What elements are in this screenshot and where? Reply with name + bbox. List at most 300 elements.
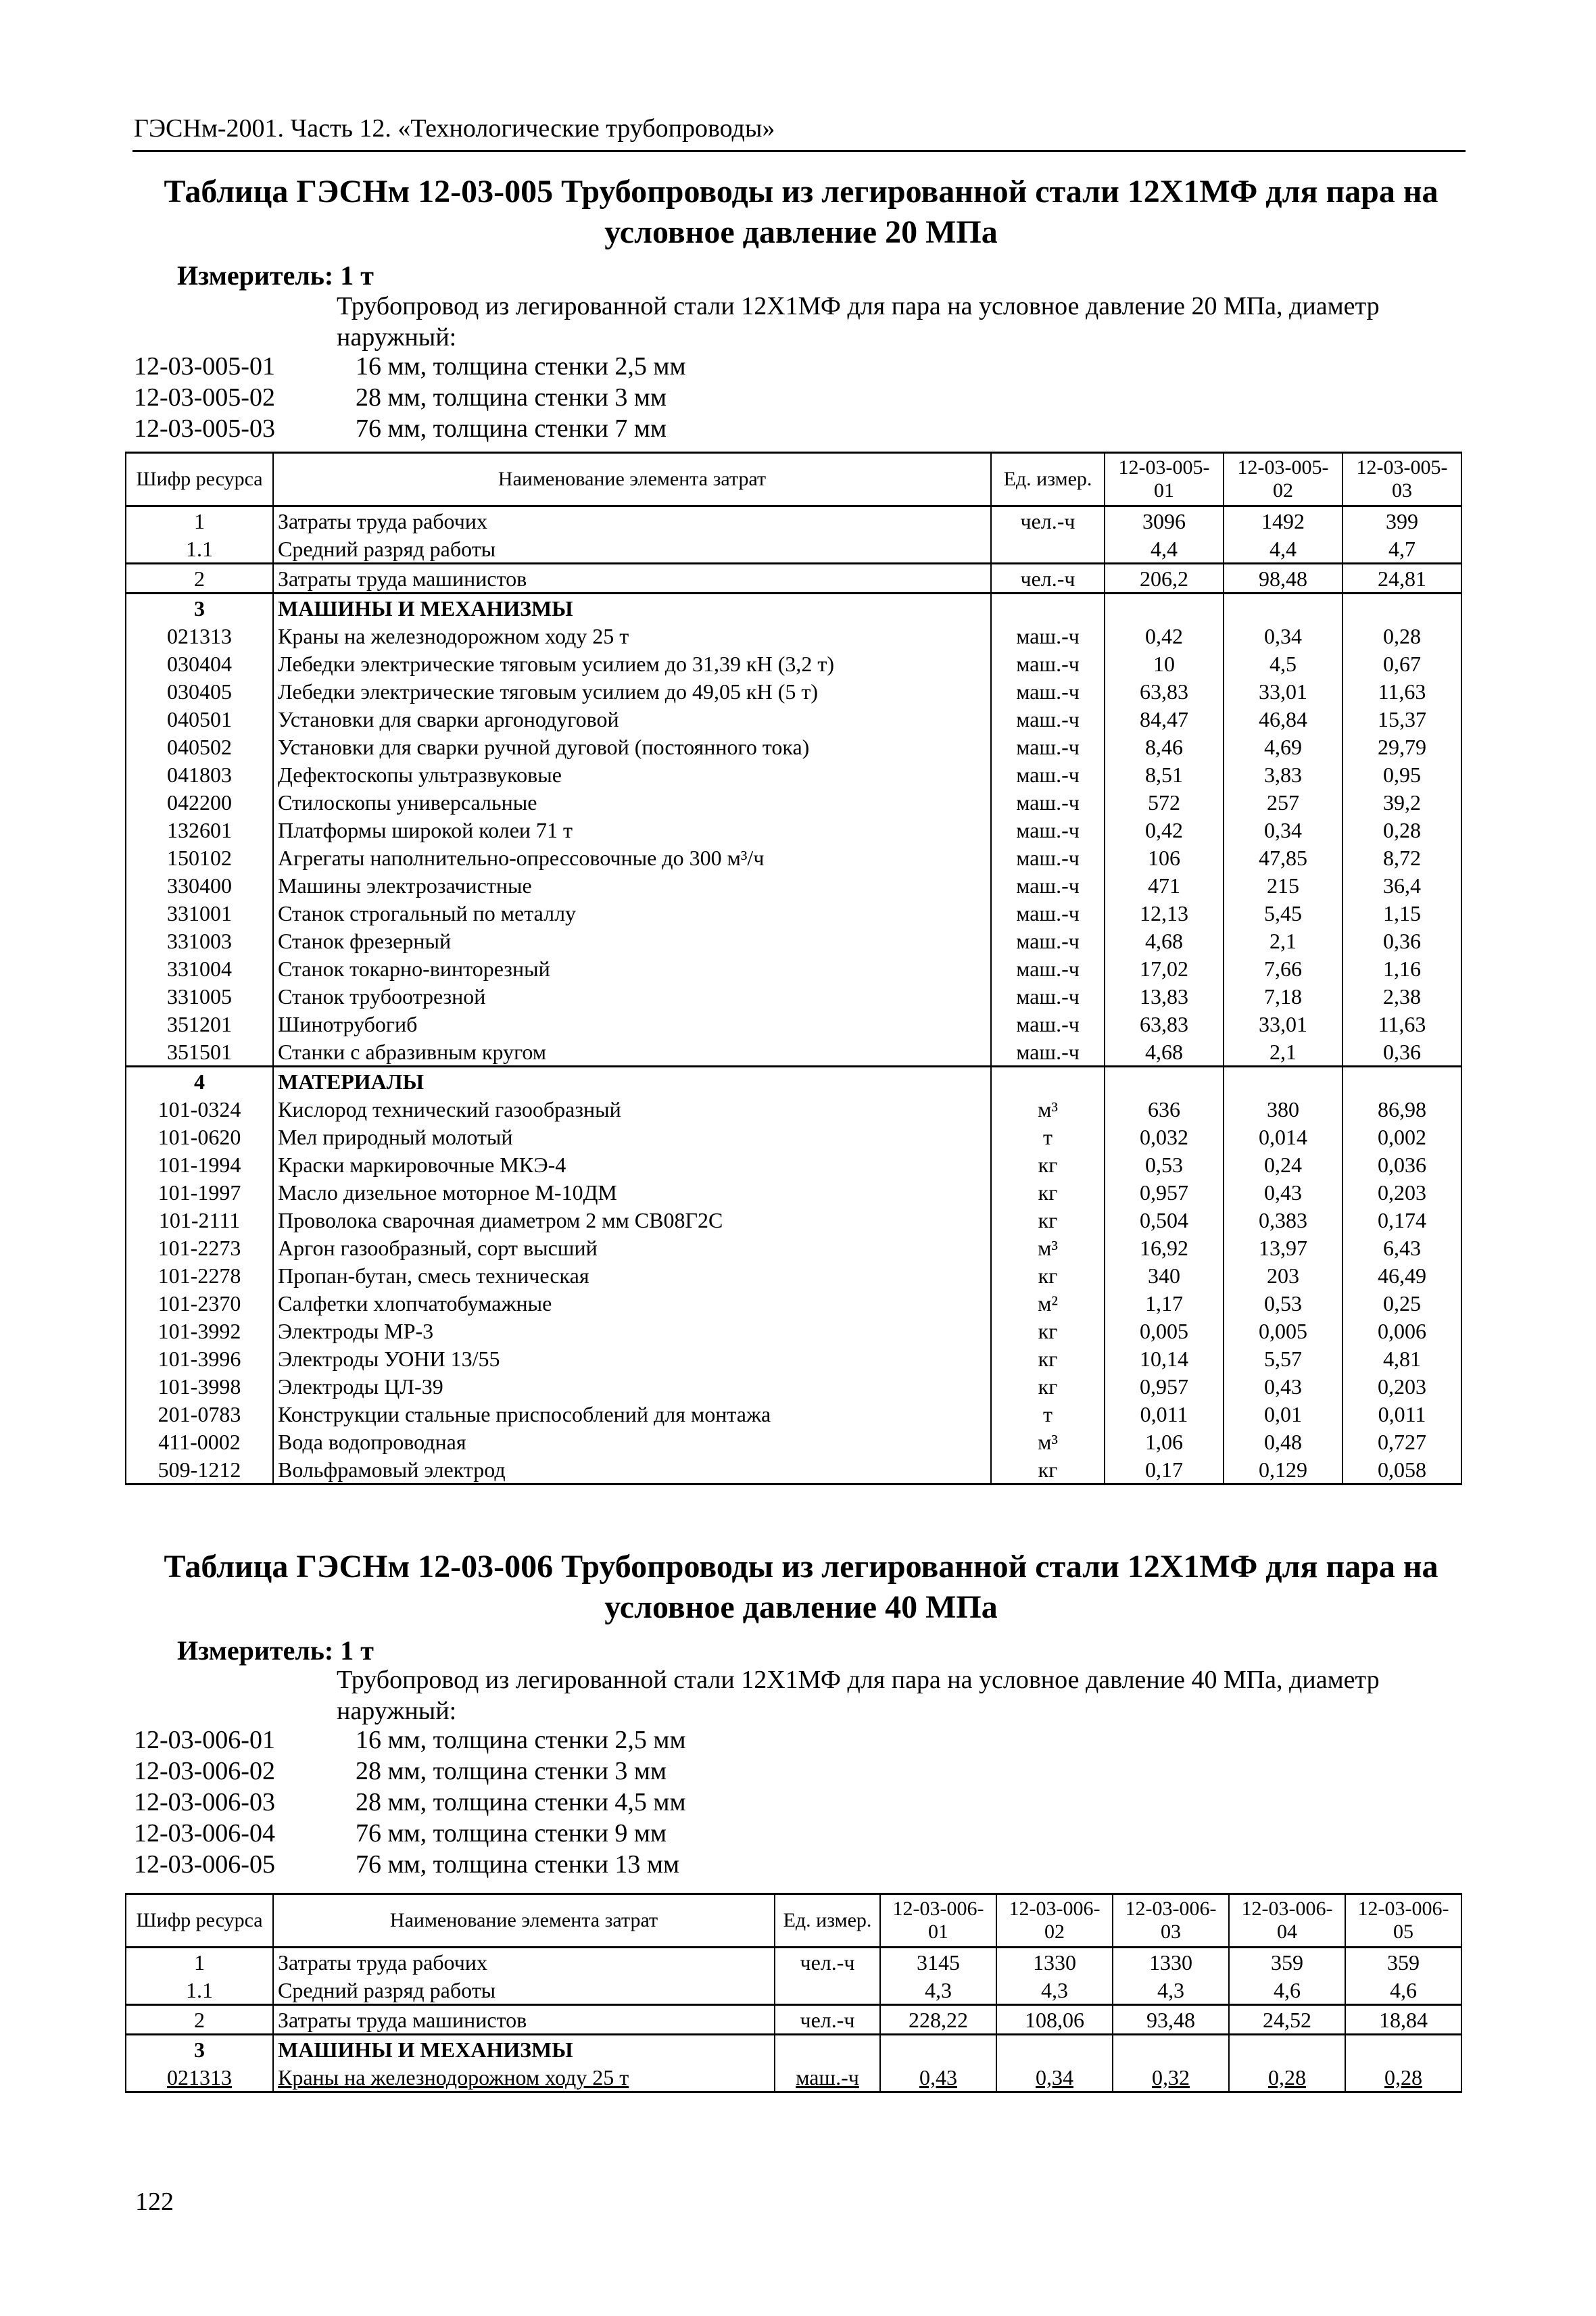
value-cell: 33,01 bbox=[1224, 1010, 1343, 1038]
value-cell: 63,83 bbox=[1105, 1010, 1224, 1038]
unit-cell: м³ bbox=[991, 1428, 1105, 1455]
unit-cell: кг bbox=[991, 1206, 1105, 1234]
value-cell: 4,68 bbox=[1105, 1038, 1224, 1067]
table-row bbox=[126, 733, 1461, 761]
table-row bbox=[126, 927, 1461, 955]
table-row bbox=[126, 1067, 1461, 1096]
table-row bbox=[126, 1010, 1461, 1038]
value-cell: 0,32 bbox=[1113, 2063, 1229, 2092]
table2-item-text: 28 мм, толщина стенки 4,5 мм bbox=[356, 1788, 686, 1816]
value-cell bbox=[996, 2035, 1113, 2064]
value-cell: 93,48 bbox=[1113, 2005, 1229, 2035]
table2-item-text: 16 мм, толщина стенки 2,5 мм bbox=[356, 1726, 686, 1754]
resource-code-cell: 3 bbox=[126, 2035, 273, 2064]
resource-code-cell: 1 bbox=[126, 1948, 273, 1977]
value-cell: 0,43 bbox=[1224, 1178, 1343, 1206]
resource-code-cell: 330400 bbox=[126, 871, 273, 899]
column-header: 12-03-005-02 bbox=[1224, 453, 1343, 506]
table-row bbox=[126, 705, 1461, 733]
table-row bbox=[126, 594, 1461, 623]
value-cell: 0,53 bbox=[1105, 1151, 1224, 1178]
table-row bbox=[126, 564, 1461, 594]
value-cell: 0,032 bbox=[1105, 1123, 1224, 1151]
unit-cell: маш.-ч bbox=[991, 871, 1105, 899]
value-cell: 4,68 bbox=[1105, 927, 1224, 955]
column-header: 12-03-006-02 bbox=[996, 1894, 1113, 1948]
table-row bbox=[126, 1123, 1461, 1151]
value-cell: 0,058 bbox=[1343, 1455, 1461, 1485]
value-cell bbox=[1343, 1067, 1461, 1096]
resource-name-cell: Затраты труда рабочих bbox=[273, 1948, 775, 1977]
resource-code-cell: 509-1212 bbox=[126, 1455, 273, 1485]
unit-cell: чел.-ч bbox=[775, 1948, 880, 1977]
value-cell: 0,34 bbox=[1224, 622, 1343, 650]
resource-code-cell: 101-2370 bbox=[126, 1289, 273, 1317]
resource-code-cell: 041803 bbox=[126, 761, 273, 788]
unit-cell: кг bbox=[991, 1455, 1105, 1485]
value-cell bbox=[1343, 594, 1461, 623]
resource-name-cell: Краны на железнодорожном ходу 25 т bbox=[273, 2063, 775, 2092]
value-cell bbox=[880, 2035, 996, 2064]
unit-cell: маш.-ч bbox=[991, 650, 1105, 677]
unit-cell: маш.-ч bbox=[991, 955, 1105, 982]
table2-item-text: 76 мм, толщина стенки 9 мм bbox=[356, 1819, 667, 1848]
value-cell: 7,66 bbox=[1224, 955, 1343, 982]
value-cell: 29,79 bbox=[1343, 733, 1461, 761]
value-cell: 15,37 bbox=[1343, 705, 1461, 733]
value-cell: 8,46 bbox=[1105, 733, 1224, 761]
column-header: Наименование элемента затрат bbox=[273, 1894, 775, 1948]
resource-name-cell: Станок трубоотрезной bbox=[273, 982, 991, 1010]
value-cell: 0,28 bbox=[1229, 2063, 1345, 2092]
table2-meter: Измеритель: 1 т bbox=[177, 1635, 374, 1666]
value-cell: 471 bbox=[1105, 871, 1224, 899]
column-header: Шифр ресурса bbox=[126, 453, 273, 506]
value-cell: 3,83 bbox=[1224, 761, 1343, 788]
table-row bbox=[126, 982, 1461, 1010]
value-cell: 636 bbox=[1105, 1095, 1224, 1123]
value-cell: 0,006 bbox=[1343, 1317, 1461, 1345]
resource-code-cell: 101-2278 bbox=[126, 1261, 273, 1289]
value-cell: 1,16 bbox=[1343, 955, 1461, 982]
resource-name-cell: Затраты труда рабочих bbox=[273, 506, 991, 535]
unit-cell: т bbox=[991, 1123, 1105, 1151]
page-header: ГЭСНм-2001. Часть 12. «Технологические трубопроводы» bbox=[134, 114, 775, 143]
resource-name-cell: Масло дизельное моторное М-10ДМ bbox=[273, 1178, 991, 1206]
value-cell: 0,42 bbox=[1105, 622, 1224, 650]
value-cell: 0,17 bbox=[1105, 1455, 1224, 1485]
unit-cell: м³ bbox=[991, 1095, 1105, 1123]
table1-title-line1: Таблица ГЭСНм 12-03-005 Трубопроводы из легированной стали 12Х1МФ для пара на bbox=[164, 174, 1438, 210]
value-cell: 6,43 bbox=[1343, 1234, 1461, 1261]
value-cell bbox=[1105, 1067, 1224, 1096]
value-cell bbox=[1229, 2035, 1345, 2064]
resource-name-cell: Электроды УОНИ 13/55 bbox=[273, 1345, 991, 1372]
unit-cell: маш.-ч bbox=[991, 844, 1105, 871]
resource-code-cell: 150102 bbox=[126, 844, 273, 871]
value-cell: 0,01 bbox=[1224, 1400, 1343, 1428]
value-cell: 4,69 bbox=[1224, 733, 1343, 761]
value-cell: 572 bbox=[1105, 788, 1224, 816]
table2-title-line1: Таблица ГЭСНм 12-03-006 Трубопроводы из легированной стали 12Х1МФ для пара на bbox=[164, 1549, 1438, 1585]
table-row bbox=[126, 506, 1461, 535]
value-cell: 17,02 bbox=[1105, 955, 1224, 982]
value-cell: 0,005 bbox=[1105, 1317, 1224, 1345]
table1-item-text: 16 мм, толщина стенки 2,5 мм bbox=[356, 352, 686, 381]
value-cell: 203 bbox=[1224, 1261, 1343, 1289]
table-row bbox=[126, 622, 1461, 650]
table-row bbox=[126, 1976, 1461, 2005]
value-cell: 0,95 bbox=[1343, 761, 1461, 788]
value-cell: 0,036 bbox=[1343, 1151, 1461, 1178]
value-cell: 106 bbox=[1105, 844, 1224, 871]
value-cell: 0,28 bbox=[1343, 622, 1461, 650]
value-cell: 0,383 bbox=[1224, 1206, 1343, 1234]
value-cell: 0,67 bbox=[1343, 650, 1461, 677]
value-cell: 0,43 bbox=[1224, 1372, 1343, 1400]
value-cell: 2,1 bbox=[1224, 1038, 1343, 1067]
unit-cell: чел.-ч bbox=[775, 2005, 880, 2035]
resource-name-cell: Платформы широкой колеи 71 т bbox=[273, 816, 991, 844]
resource-name-cell: Конструкции стальные приспособлений для монтажа bbox=[273, 1400, 991, 1428]
value-cell: 24,81 bbox=[1343, 564, 1461, 594]
value-cell: 4,4 bbox=[1105, 535, 1224, 564]
value-cell: 0,727 bbox=[1343, 1428, 1461, 1455]
resource-code-cell: 021313 bbox=[126, 2063, 273, 2092]
unit-cell: маш.-ч bbox=[991, 788, 1105, 816]
value-cell: 0,011 bbox=[1105, 1400, 1224, 1428]
table-row bbox=[126, 761, 1461, 788]
unit-cell: м² bbox=[991, 1289, 1105, 1317]
value-cell: 0,504 bbox=[1105, 1206, 1224, 1234]
column-header: Наименование элемента затрат bbox=[273, 453, 991, 506]
value-cell bbox=[1224, 594, 1343, 623]
resource-code-cell: 3 bbox=[126, 594, 273, 623]
table-row bbox=[126, 1455, 1461, 1485]
table-row bbox=[126, 1345, 1461, 1372]
value-cell: 0,34 bbox=[1224, 816, 1343, 844]
unit-cell bbox=[991, 1067, 1105, 1096]
resource-code-cell: 1 bbox=[126, 506, 273, 535]
unit-cell bbox=[991, 535, 1105, 564]
table1-item-code: 12-03-005-03 bbox=[134, 414, 275, 443]
value-cell: 0,014 bbox=[1224, 1123, 1343, 1151]
unit-cell: маш.-ч bbox=[991, 816, 1105, 844]
value-cell: 33,01 bbox=[1224, 677, 1343, 705]
value-cell: 8,72 bbox=[1343, 844, 1461, 871]
value-cell: 0,28 bbox=[1345, 2063, 1461, 2092]
value-cell: 399 bbox=[1343, 506, 1461, 535]
resource-code-cell: 101-3992 bbox=[126, 1317, 273, 1345]
unit-cell: маш.-ч bbox=[991, 1010, 1105, 1038]
table-row bbox=[126, 1095, 1461, 1123]
resource-code-cell: 101-1994 bbox=[126, 1151, 273, 1178]
value-cell: 47,85 bbox=[1224, 844, 1343, 871]
table-row bbox=[126, 1178, 1461, 1206]
table-row bbox=[126, 2035, 1461, 2064]
resource-name-cell: Лебедки электрические тяговым усилием до 31,39 кН (3,2 т) bbox=[273, 650, 991, 677]
table2-item-text: 28 мм, толщина стенки 3 мм bbox=[356, 1757, 667, 1785]
value-cell: 24,52 bbox=[1229, 2005, 1345, 2035]
unit-cell: маш.-ч bbox=[991, 927, 1105, 955]
unit-cell: маш.-ч bbox=[775, 2063, 880, 2092]
table1-item-text: 76 мм, толщина стенки 7 мм bbox=[356, 414, 667, 443]
unit-cell: чел.-ч bbox=[991, 564, 1105, 594]
value-cell: 340 bbox=[1105, 1261, 1224, 1289]
table-row bbox=[126, 816, 1461, 844]
resource-code-cell: 411-0002 bbox=[126, 1428, 273, 1455]
column-header: 12-03-006-03 bbox=[1113, 1894, 1229, 1948]
table1-title-line2: условное давление 20 МПа bbox=[604, 214, 998, 250]
resource-code-cell: 040502 bbox=[126, 733, 273, 761]
unit-cell: маш.-ч bbox=[991, 733, 1105, 761]
value-cell: 0,24 bbox=[1224, 1151, 1343, 1178]
value-cell: 0,203 bbox=[1343, 1178, 1461, 1206]
table1-item-code: 12-03-005-02 bbox=[134, 383, 275, 412]
value-cell: 4,6 bbox=[1229, 1976, 1345, 2005]
value-cell: 0,42 bbox=[1105, 816, 1224, 844]
table2-item-code: 12-03-006-05 bbox=[134, 1850, 275, 1879]
table2-title-line2: условное давление 40 МПа bbox=[604, 1589, 998, 1625]
column-header: Ед. измер. bbox=[775, 1894, 880, 1948]
value-cell: 0,957 bbox=[1105, 1372, 1224, 1400]
unit-cell: кг bbox=[991, 1261, 1105, 1289]
resource-name-cell: Электроды МР-3 bbox=[273, 1317, 991, 1345]
table2-item-code: 12-03-006-02 bbox=[134, 1757, 275, 1785]
value-cell: 359 bbox=[1229, 1948, 1345, 1977]
resource-name-cell: МАШИНЫ И МЕХАНИЗМЫ bbox=[273, 594, 991, 623]
value-cell: 8,51 bbox=[1105, 761, 1224, 788]
value-cell: 4,3 bbox=[996, 1976, 1113, 2005]
resource-name-cell: Станок строгальный по металлу bbox=[273, 899, 991, 927]
value-cell: 1,17 bbox=[1105, 1289, 1224, 1317]
value-cell: 108,06 bbox=[996, 2005, 1113, 2035]
resource-code-cell: 101-0620 bbox=[126, 1123, 273, 1151]
value-cell: 84,47 bbox=[1105, 705, 1224, 733]
table1-desc-line1: Трубопровод из легированной стали 12Х1МФ для пара на условное давление 20 МПа, диаметр bbox=[337, 292, 1380, 320]
resource-code-cell: 040501 bbox=[126, 705, 273, 733]
unit-cell: маш.-ч bbox=[991, 1038, 1105, 1067]
table2-resources bbox=[125, 1893, 1462, 2093]
resource-name-cell: Средний разряд работы bbox=[273, 1976, 775, 2005]
value-cell: 4,3 bbox=[880, 1976, 996, 2005]
resource-code-cell: 101-2111 bbox=[126, 1206, 273, 1234]
value-cell: 63,83 bbox=[1105, 677, 1224, 705]
unit-cell: маш.-ч bbox=[991, 677, 1105, 705]
resource-name-cell: Кислород технический газообразный bbox=[273, 1095, 991, 1123]
table-row bbox=[126, 1948, 1461, 1977]
resource-code-cell: 101-1997 bbox=[126, 1178, 273, 1206]
resource-name-cell: Дефектоскопы ультразвуковые bbox=[273, 761, 991, 788]
table2-item-code: 12-03-006-01 bbox=[134, 1726, 275, 1754]
resource-code-cell: 132601 bbox=[126, 816, 273, 844]
value-cell: 0,005 bbox=[1224, 1317, 1343, 1345]
resource-name-cell: Пропан-бутан, смесь техническая bbox=[273, 1261, 991, 1289]
table-header-row bbox=[126, 453, 1461, 506]
unit-cell: маш.-ч bbox=[991, 761, 1105, 788]
value-cell: 0,129 bbox=[1224, 1455, 1343, 1485]
resource-name-cell: Вольфрамовый электрод bbox=[273, 1455, 991, 1485]
table-row bbox=[126, 1038, 1461, 1067]
resource-name-cell: Мел природный молотый bbox=[273, 1123, 991, 1151]
column-header: Шифр ресурса bbox=[126, 1894, 273, 1948]
table-row bbox=[126, 1261, 1461, 1289]
resource-code-cell: 101-0324 bbox=[126, 1095, 273, 1123]
resource-code-cell: 201-0783 bbox=[126, 1400, 273, 1428]
resource-name-cell: Установки для сварки ручной дуговой (постоянного тока) bbox=[273, 733, 991, 761]
unit-cell: кг bbox=[991, 1345, 1105, 1372]
value-cell: 18,84 bbox=[1345, 2005, 1461, 2035]
value-cell: 380 bbox=[1224, 1095, 1343, 1123]
value-cell: 0,011 bbox=[1343, 1400, 1461, 1428]
table-row bbox=[126, 2005, 1461, 2035]
value-cell: 215 bbox=[1224, 871, 1343, 899]
header-rule bbox=[132, 150, 1466, 152]
table2-item-code: 12-03-006-04 bbox=[134, 1819, 275, 1848]
value-cell: 16,92 bbox=[1105, 1234, 1224, 1261]
resource-name-cell: Станок фрезерный bbox=[273, 927, 991, 955]
table2-desc-line1: Трубопровод из легированной стали 12Х1МФ для пара на условное давление 40 МПа, диаметр bbox=[337, 1666, 1380, 1694]
resource-name-cell: Электроды ЦЛ-39 bbox=[273, 1372, 991, 1400]
value-cell: 1,15 bbox=[1343, 899, 1461, 927]
value-cell: 46,84 bbox=[1224, 705, 1343, 733]
column-header: 12-03-005-03 bbox=[1343, 453, 1461, 506]
table-header-row bbox=[126, 1894, 1461, 1948]
resource-name-cell: Вода водопроводная bbox=[273, 1428, 991, 1455]
resource-code-cell: 331003 bbox=[126, 927, 273, 955]
value-cell: 36,4 bbox=[1343, 871, 1461, 899]
table-row bbox=[126, 650, 1461, 677]
unit-cell: кг bbox=[991, 1372, 1105, 1400]
resource-name-cell: Средний разряд работы bbox=[273, 535, 991, 564]
unit-cell: кг bbox=[991, 1151, 1105, 1178]
value-cell: 98,48 bbox=[1224, 564, 1343, 594]
table-row bbox=[126, 955, 1461, 982]
value-cell: 5,57 bbox=[1224, 1345, 1343, 1372]
value-cell: 257 bbox=[1224, 788, 1343, 816]
resource-code-cell: 2 bbox=[126, 564, 273, 594]
resource-name-cell: Лебедки электрические тяговым усилием до 49,05 кН (5 т) bbox=[273, 677, 991, 705]
page-number: 122 bbox=[135, 2188, 174, 2216]
resource-code-cell: 021313 bbox=[126, 622, 273, 650]
value-cell: 10,14 bbox=[1105, 1345, 1224, 1372]
table1-desc-line2: наружный: bbox=[337, 323, 457, 352]
unit-cell: м³ bbox=[991, 1234, 1105, 1261]
value-cell: 0,48 bbox=[1224, 1428, 1343, 1455]
table2-desc-line2: наружный: bbox=[337, 1697, 457, 1725]
value-cell: 0,957 bbox=[1105, 1178, 1224, 1206]
value-cell: 1330 bbox=[1113, 1948, 1229, 1977]
value-cell: 228,22 bbox=[880, 2005, 996, 2035]
resource-name-cell: Станок токарно-винторезный bbox=[273, 955, 991, 982]
resource-name-cell: Краски маркировочные МКЭ-4 bbox=[273, 1151, 991, 1178]
resource-name-cell: Салфетки хлопчатобумажные bbox=[273, 1289, 991, 1317]
value-cell: 13,83 bbox=[1105, 982, 1224, 1010]
value-cell: 0,25 bbox=[1343, 1289, 1461, 1317]
resource-code-cell: 101-3998 bbox=[126, 1372, 273, 1400]
value-cell: 4,4 bbox=[1224, 535, 1343, 564]
table-row bbox=[126, 1151, 1461, 1178]
resource-code-cell: 101-2273 bbox=[126, 1234, 273, 1261]
resource-code-cell: 1.1 bbox=[126, 535, 273, 564]
unit-cell bbox=[775, 2035, 880, 2064]
table-row bbox=[126, 1317, 1461, 1345]
unit-cell bbox=[775, 1976, 880, 2005]
value-cell: 11,63 bbox=[1343, 1010, 1461, 1038]
value-cell: 0,43 bbox=[880, 2063, 996, 2092]
value-cell: 4,6 bbox=[1345, 1976, 1461, 2005]
value-cell: 0,203 bbox=[1343, 1372, 1461, 1400]
unit-cell: маш.-ч bbox=[991, 899, 1105, 927]
resource-code-cell: 331005 bbox=[126, 982, 273, 1010]
resource-name-cell: Шинотрубогиб bbox=[273, 1010, 991, 1038]
column-header: 12-03-006-01 bbox=[880, 1894, 996, 1948]
resource-code-cell: 1.1 bbox=[126, 1976, 273, 2005]
table1-meter: Измеритель: 1 т bbox=[177, 260, 374, 291]
unit-cell: т bbox=[991, 1400, 1105, 1428]
value-cell: 5,45 bbox=[1224, 899, 1343, 927]
resource-name-cell: Агрегаты наполнительно-опрессовочные до 300 м³/ч bbox=[273, 844, 991, 871]
resource-name-cell: Машины электрозачистные bbox=[273, 871, 991, 899]
table-row bbox=[126, 899, 1461, 927]
table-row bbox=[126, 2063, 1461, 2092]
resource-name-cell: Станки с абразивным кругом bbox=[273, 1038, 991, 1067]
resource-code-cell: 4 bbox=[126, 1067, 273, 1096]
value-cell: 0,174 bbox=[1343, 1206, 1461, 1234]
value-cell: 46,49 bbox=[1343, 1261, 1461, 1289]
table1-item-text: 28 мм, толщина стенки 3 мм bbox=[356, 383, 667, 412]
value-cell: 2,38 bbox=[1343, 982, 1461, 1010]
value-cell: 7,18 bbox=[1224, 982, 1343, 1010]
resource-name-cell: МАТЕРИАЛЫ bbox=[273, 1067, 991, 1096]
resource-code-cell: 2 bbox=[126, 2005, 273, 2035]
resource-code-cell: 351501 bbox=[126, 1038, 273, 1067]
resource-name-cell: Затраты труда машинистов bbox=[273, 564, 991, 594]
value-cell bbox=[1105, 594, 1224, 623]
value-cell: 0,34 bbox=[996, 2063, 1113, 2092]
unit-cell: кг bbox=[991, 1178, 1105, 1206]
resource-code-cell: 030404 bbox=[126, 650, 273, 677]
resource-name-cell: Стилоскопы универсальные bbox=[273, 788, 991, 816]
value-cell: 4,5 bbox=[1224, 650, 1343, 677]
table1-resources bbox=[125, 452, 1462, 1485]
value-cell: 13,97 bbox=[1224, 1234, 1343, 1261]
table2-item-text: 76 мм, толщина стенки 13 мм bbox=[356, 1850, 680, 1879]
resource-code-cell: 030405 bbox=[126, 677, 273, 705]
value-cell: 1492 bbox=[1224, 506, 1343, 535]
value-cell: 4,7 bbox=[1343, 535, 1461, 564]
value-cell: 0,002 bbox=[1343, 1123, 1461, 1151]
table-row bbox=[126, 677, 1461, 705]
unit-cell: маш.-ч bbox=[991, 705, 1105, 733]
table-row bbox=[126, 844, 1461, 871]
value-cell: 39,2 bbox=[1343, 788, 1461, 816]
table2-item-code: 12-03-006-03 bbox=[134, 1788, 275, 1816]
table-row bbox=[126, 1400, 1461, 1428]
resource-name-cell: Краны на железнодорожном ходу 25 т bbox=[273, 622, 991, 650]
resource-code-cell: 351201 bbox=[126, 1010, 273, 1038]
table-row bbox=[126, 871, 1461, 899]
value-cell bbox=[1113, 2035, 1229, 2064]
resource-code-cell: 331001 bbox=[126, 899, 273, 927]
resource-name-cell: Аргон газообразный, сорт высший bbox=[273, 1234, 991, 1261]
value-cell: 0,36 bbox=[1343, 1038, 1461, 1067]
column-header: 12-03-005-01 bbox=[1105, 453, 1224, 506]
unit-cell: чел.-ч bbox=[991, 506, 1105, 535]
resource-name-cell: МАШИНЫ И МЕХАНИЗМЫ bbox=[273, 2035, 775, 2064]
resource-code-cell: 331004 bbox=[126, 955, 273, 982]
table-row bbox=[126, 1372, 1461, 1400]
